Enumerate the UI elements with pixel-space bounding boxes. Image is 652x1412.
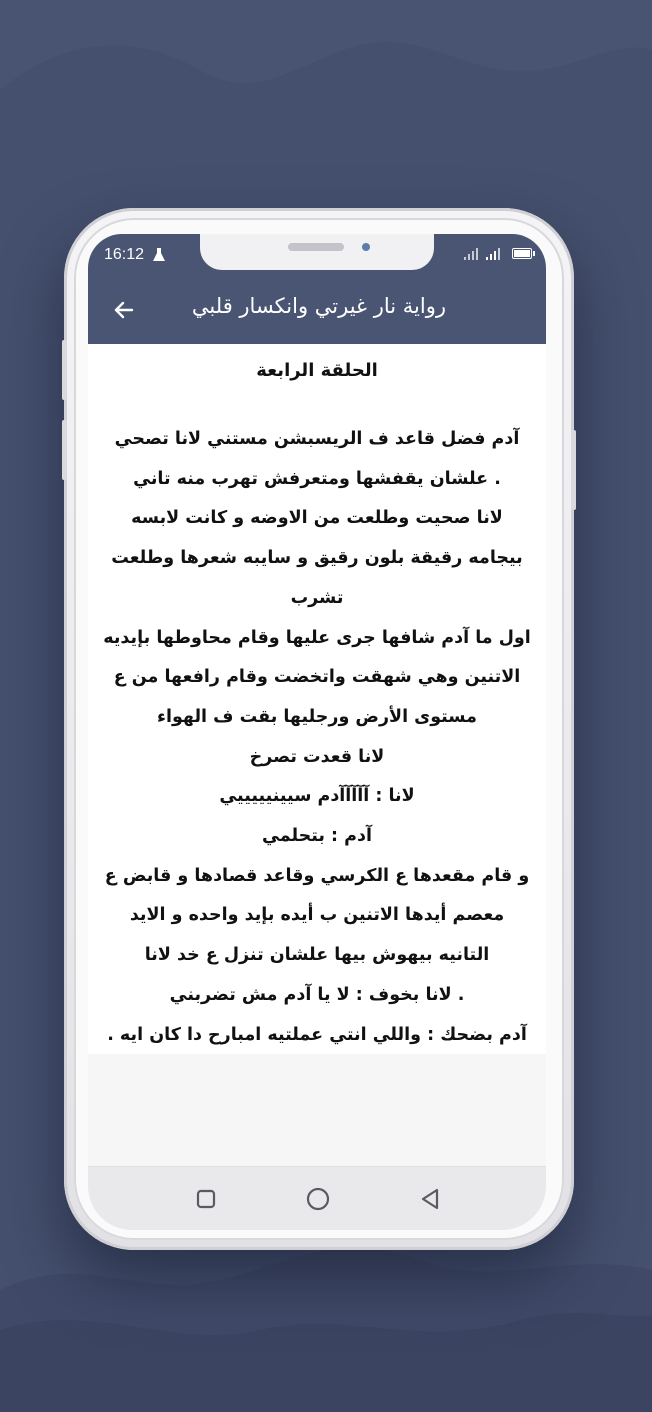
- triangle-back-icon[interactable]: [416, 1185, 444, 1213]
- text-line: التانيه بيهوش بيها علشان تنزل ع خد لانا: [144, 945, 490, 966]
- text-line: لانا : آآآآآدم سيينيييييي: [219, 786, 415, 807]
- signal-icon: [486, 248, 506, 260]
- status-time: 16:12: [104, 246, 145, 263]
- text-line: معصم أيدها الاتنين ب أيده بإيد واحده و الايد: [129, 905, 505, 926]
- text-line: الاتنين وهي شهقت واتخضت وقام رافعها من ع: [113, 667, 521, 688]
- text-line: تشرب: [290, 587, 344, 608]
- text-line: بيجامه رقيقة بلون رقيق و سايبه شعرها وطلعت: [111, 548, 523, 569]
- text-line: آدم بضحك : واللي انتي عملتيه امبارح دا كان ايه .: [107, 1024, 527, 1045]
- empty-area: [88, 1054, 546, 1166]
- text-line: لانا صحيت وطلعت من الاوضه و كانت لابسه: [131, 508, 503, 529]
- text-line: و قام مقعدها ع الكرسي وقاعد قصادها و قابض ع: [104, 865, 530, 886]
- arrow-left-icon: [112, 298, 136, 322]
- camera-notch: [200, 234, 434, 270]
- text-line: آدم فضل قاعد ف الريسبشن مستني لانا تصحي: [114, 429, 520, 449]
- story-text: [94, 420, 540, 1055]
- status-bar: [88, 234, 546, 274]
- flask-icon: [152, 247, 166, 263]
- square-icon[interactable]: [192, 1185, 220, 1213]
- story-content: [88, 344, 546, 1054]
- signal-icon: [464, 248, 482, 260]
- system-nav-bar: [88, 1166, 546, 1230]
- battery-icon: [512, 248, 532, 259]
- text-line: اول ما آدم شافها جرى عليها وقام محاوطها بإيديه: [103, 627, 531, 648]
- chapter-title: الحلقة الرابعة: [256, 360, 378, 381]
- page-title: رواية نار غيرتي وانكسار قلبي: [191, 294, 446, 318]
- phone-side-button: [62, 420, 67, 480]
- phone-power-button: [571, 430, 576, 510]
- circle-icon[interactable]: [304, 1185, 332, 1213]
- text-line: . علشان يقفشها ومتعرفش تهرب منه تاني: [133, 468, 501, 489]
- text-line: لانا قعدت تصرخ: [249, 746, 385, 767]
- text-line: . لانا بخوف : لا يا آدم مش تضربني: [169, 984, 465, 1005]
- app-bar: [88, 274, 546, 344]
- front-camera: [362, 243, 370, 251]
- phone-side-button: [62, 340, 67, 400]
- speaker-grille: [288, 243, 344, 251]
- text-line: مستوى الأرض ورجليها بقت ف الهواء: [157, 706, 477, 727]
- back-button[interactable]: [106, 292, 142, 328]
- phone-screen: [88, 234, 546, 1230]
- text-line: آدم : بتحلمي: [262, 826, 372, 847]
